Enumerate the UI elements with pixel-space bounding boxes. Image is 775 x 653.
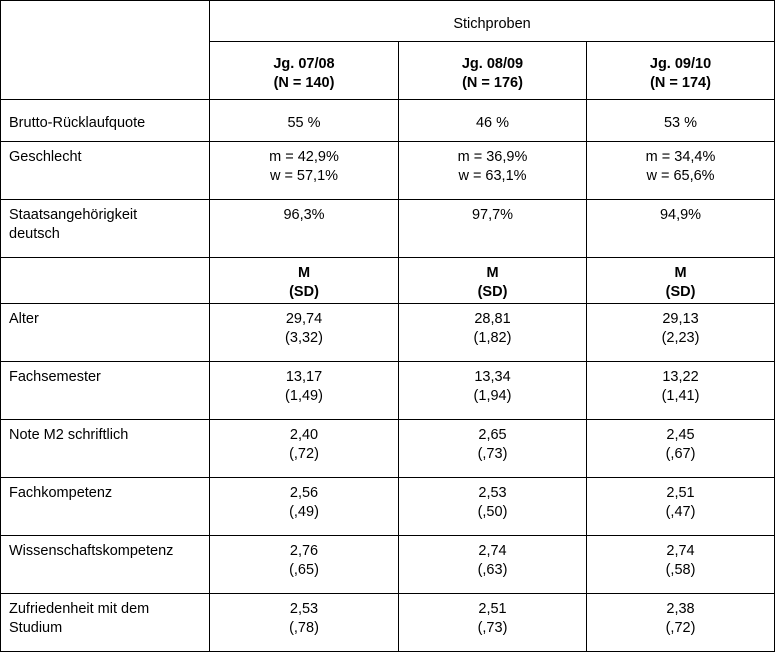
table-cell: 96,3% [210,200,399,258]
table-cell: 2,40 (,72) [210,420,399,478]
row-label: Fachsemester [1,362,210,420]
row-label: Note M2 schriftlich [1,420,210,478]
row-label: Fachkompetenz [1,478,210,536]
table-cell: 2,51 (,73) [399,594,587,652]
table-cell: m = 34,4% w = 65,6% [587,142,775,200]
table-cell: m = 42,9% w = 57,1% [210,142,399,200]
table-cell: 2,51 (,47) [587,478,775,536]
stat-header-cell: M (SD) [210,258,399,304]
column-header-n: (N = 140) [273,74,335,91]
table-cell: 29,13 (2,23) [587,304,775,362]
stat-header-cell: M (SD) [399,258,587,304]
table-row [1,478,775,536]
stat-header-empty-cell [1,258,210,304]
column-header-name: Jg. 08/09 [461,55,524,72]
column-header-name: Jg. 07/08 [273,55,335,72]
table-row [1,200,775,258]
table-cell: 53 % [587,100,775,142]
table-cell: 2,65 (,73) [399,420,587,478]
column-header-n: (N = 176) [462,74,523,91]
table-cell: 2,56 (,49) [210,478,399,536]
table-row [1,594,775,652]
table-row [1,142,775,200]
row-label: Brutto-Rücklaufquote [1,100,210,142]
table-cell: 28,81 (1,82) [399,304,587,362]
table-header-row-group [1,1,775,42]
table-cell: 2,74 (,58) [587,536,775,594]
table-cell: 46 % [399,100,587,142]
table-row [1,536,775,594]
table-cell: 13,34 (1,94) [399,362,587,420]
table-corner-cell [1,1,210,100]
table-cell: 13,22 (1,41) [587,362,775,420]
column-header-name: Jg. 09/10 [649,55,712,72]
row-label: Geschlecht [1,142,210,200]
stat-header-cell: M (SD) [587,258,775,304]
table-cell: 2,38 (,72) [587,594,775,652]
table-row [1,420,775,478]
table-cell: m = 36,9% w = 63,1% [399,142,587,200]
row-label: Alter [1,304,210,362]
column-header [399,42,587,100]
table-row [1,362,775,420]
table-cell: 97,7% [399,200,587,258]
table-cell: 2,45 (,67) [587,420,775,478]
table-row [1,304,775,362]
column-header [210,42,399,100]
table-cell: 29,74 (3,32) [210,304,399,362]
column-header [587,42,775,100]
table-cell: 2,74 (,63) [399,536,587,594]
table-row [1,100,775,142]
table-cell: 2,53 (,50) [399,478,587,536]
row-label: Zufriedenheit mit dem Studium [1,594,210,652]
table-cell: 13,17 (1,49) [210,362,399,420]
table-cell: 94,9% [587,200,775,258]
row-label: Wissenschaftskompetenz [1,536,210,594]
row-label: Staatsangehörigkeit deutsch [1,200,210,258]
table-cell: 2,53 (,78) [210,594,399,652]
stat-header-row [1,258,775,304]
column-header-n: (N = 174) [650,74,711,91]
table-cell: 55 % [210,100,399,142]
table-cell: 2,76 (,65) [210,536,399,594]
group-header-stichproben: Stichproben [210,1,775,42]
